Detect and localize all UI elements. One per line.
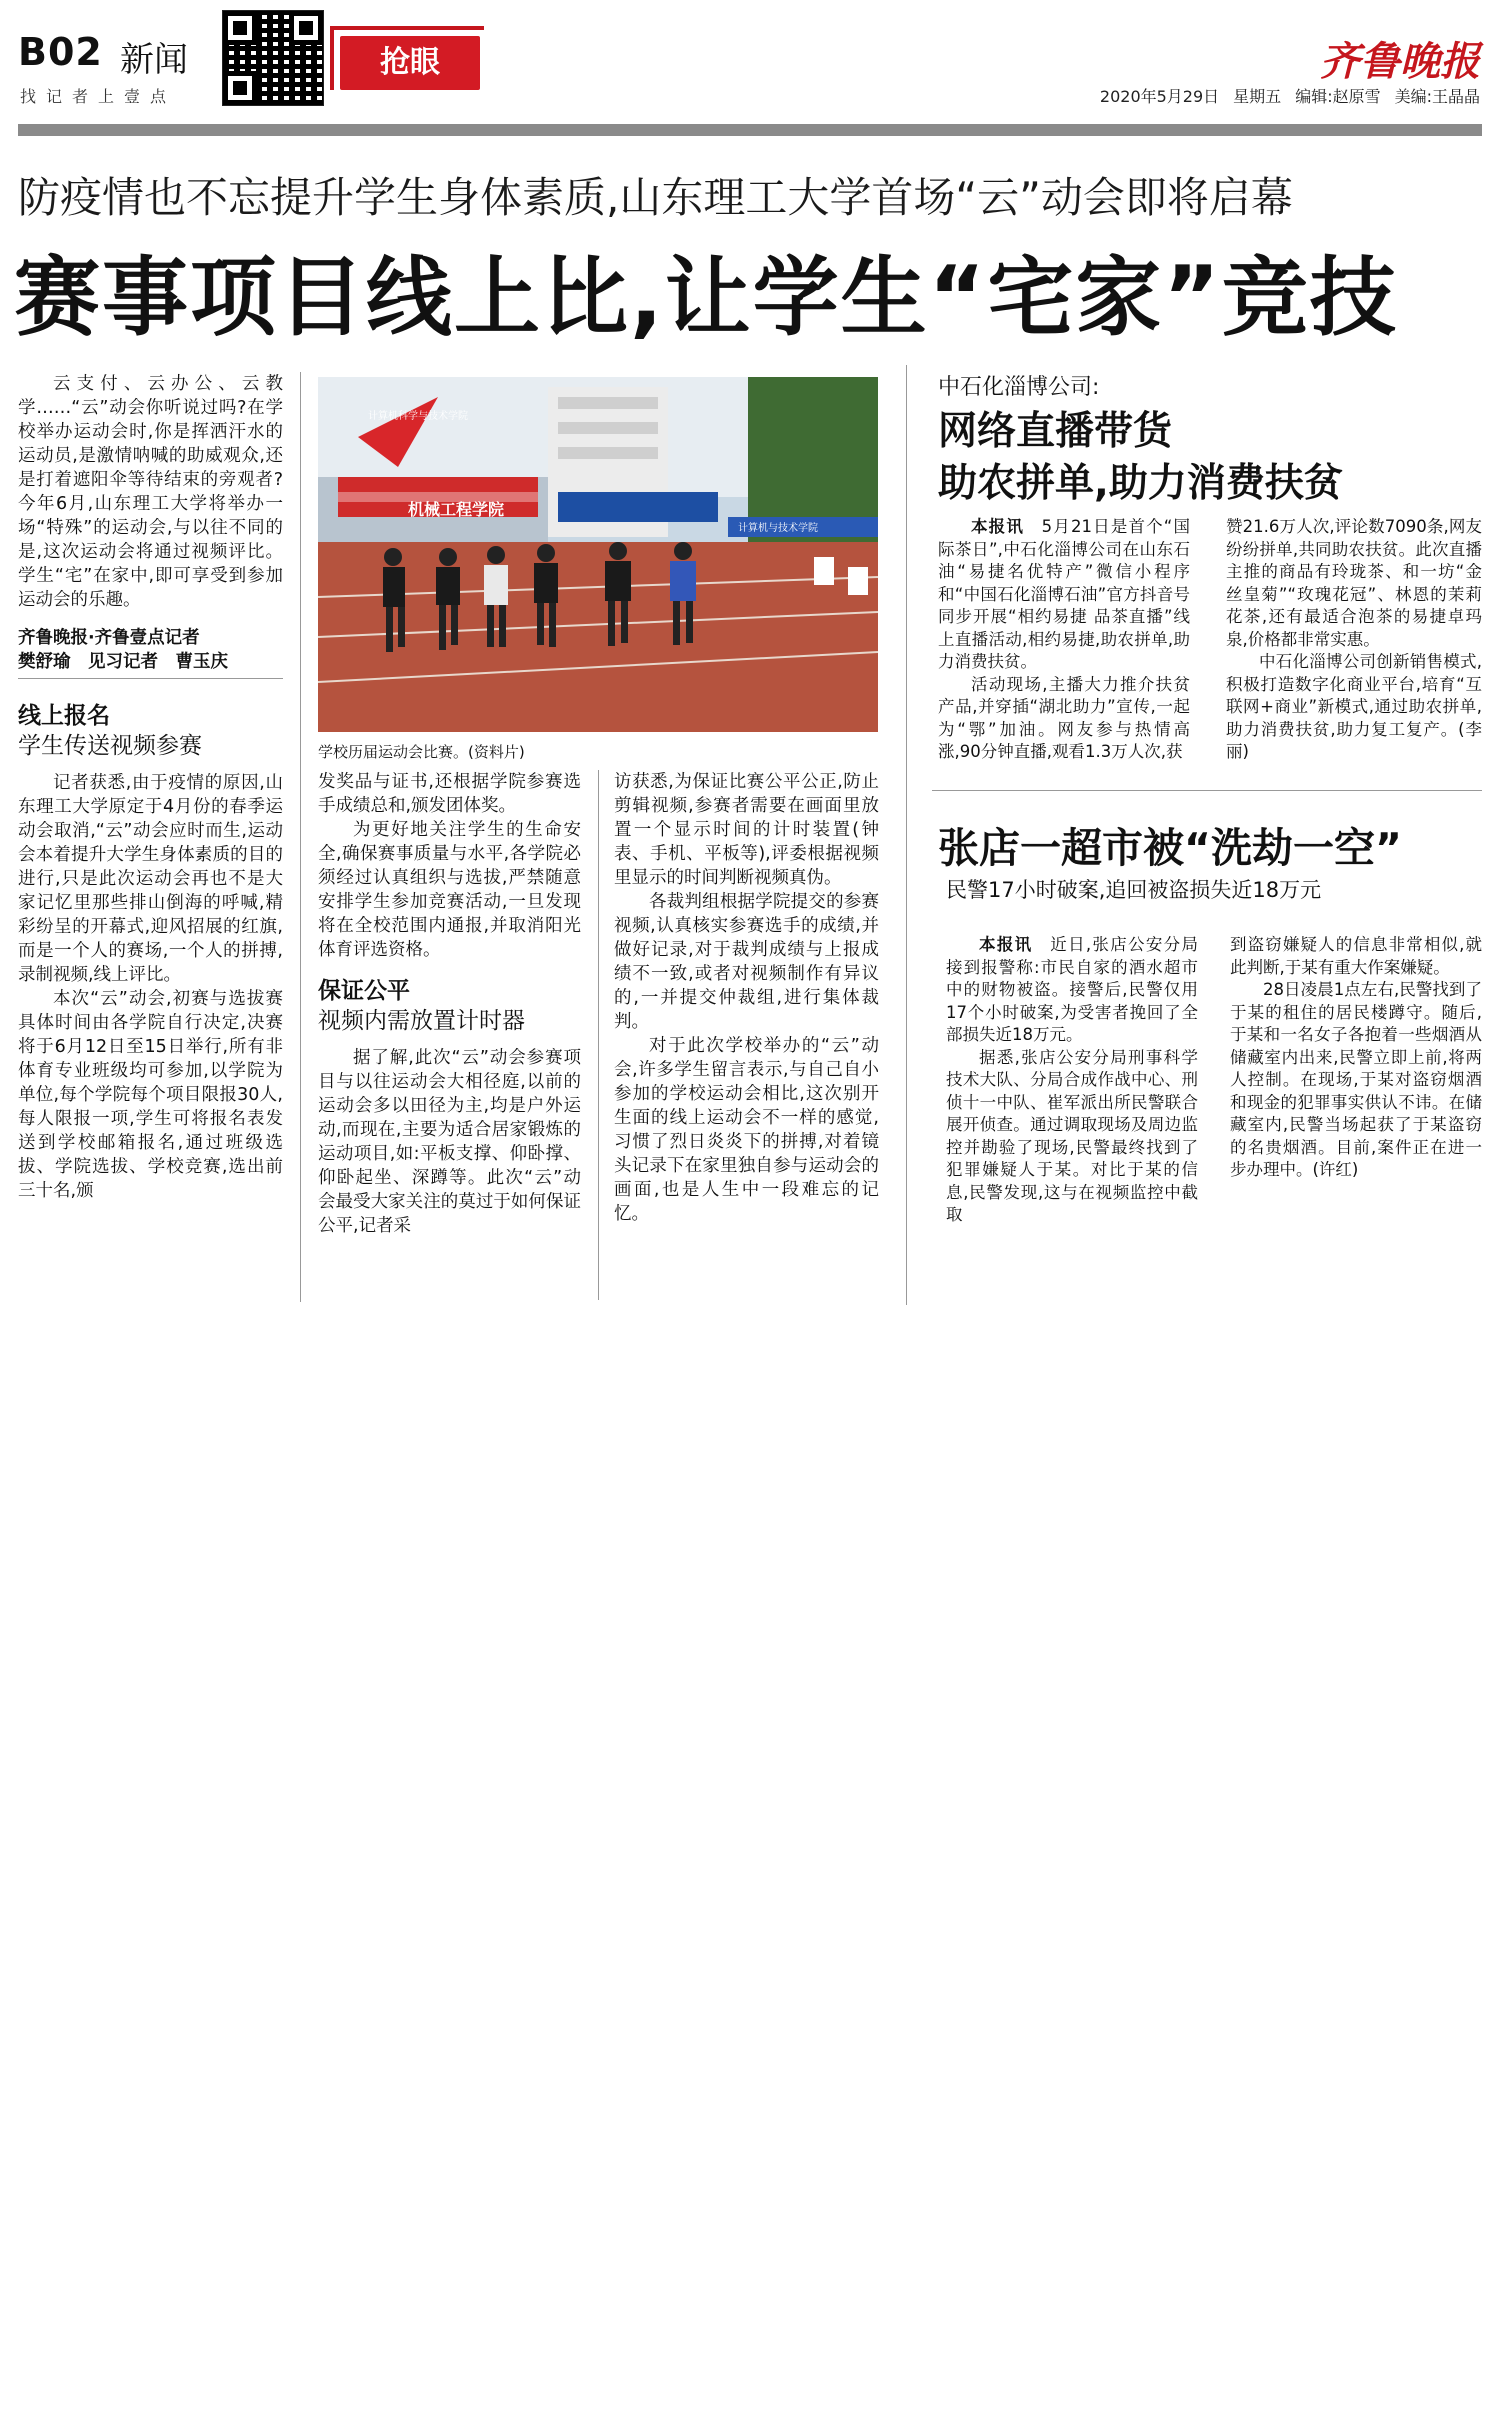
byline-org: 齐鲁晚报·齐鲁壹点记者 — [18, 628, 200, 648]
story3-title[interactable]: 张店一超市被“洗劫一空” — [938, 824, 1402, 872]
designer: 美编:王晶晶 — [1394, 87, 1480, 106]
body-paragraph: 近日,张店公安分局接到报警称:市民自家的酒水超市中的财物被盗。接警后,民警仅用17个小时破案,为受害者挽回了全部损失近18万元。 — [946, 935, 1198, 1044]
weekday: 星期五 — [1233, 87, 1282, 106]
section-subtitle: 学生传送视频参赛 — [18, 733, 202, 759]
story3-column-1 — [946, 934, 1198, 1227]
column-divider — [906, 365, 907, 1305]
section-name: 新闻 — [120, 40, 188, 80]
column-divider — [300, 372, 301, 1302]
story2-column-2 — [1226, 516, 1482, 764]
photo-caption: 学校历届运动会比赛。(资料片) — [318, 743, 525, 761]
qr-finder-icon — [223, 71, 257, 105]
body-paragraph: 据了解,此次“云”动会参赛项目与以往运动会大相径庭,以前的运动会多以田径为主,均是户外运动,而现在,主要为适合居家锻炼的运动项目,如:平板支撑、仰卧撑、仰卧起坐、深蹲等。此次“云”动会最受大家关注的莫过于如何保证公平,记者采 — [318, 1048, 581, 1236]
body-paragraph: 5月21日是首个“国际茶日”,中石化淄博公司在山东石油“易捷名优特产”微信小程序和“中国石化淄博石油”官方抖音号同步开展“相约易捷 品茶直播”线上直播活动,相约易捷,助农拼单,助力消费扶贫。 — [938, 517, 1191, 671]
body-paragraph: 发奖品与证书,还根据学院参赛选手成绩总和,颁发团体奖。 — [318, 772, 581, 816]
newspaper-logo: 齐鲁晚报 — [1320, 38, 1480, 85]
body-paragraph: 赞21.6万人次,评论数7090条,网友纷纷拼单,共同助农扶贫。此次直播主推的商品有玲珑茶、和一坊“金丝皇菊”“玫瑰花冠”、林恩的茉莉花茶,还有最适合泡茶的易捷卓玛泉,价格都非常实惠。 — [1226, 517, 1482, 649]
main-story-column-2 — [318, 770, 581, 1238]
slogan: 找记者上壹点 — [20, 87, 177, 106]
body-paragraph: 活动现场,主播大力推介扶贫产品,并穿插“湖北助力”宣传,一起为“鄂”加油。网友参与热情高涨,90分钟直播,观看1.3万人次,获 — [938, 674, 1190, 761]
page-number: B02 — [18, 30, 103, 74]
story2-title-line2[interactable]: 助农拼单,助力消费扶贫 — [938, 461, 1343, 506]
story-divider — [932, 790, 1482, 791]
main-headline[interactable]: 赛事项目线上比,让学生“宅家”竞技 — [14, 248, 1398, 348]
body-paragraph: 记者获悉,由于疫情的原因,山东理工大学原定于4月份的春季运动会取消,“云”动会应时而生,运动会本着提升大学生身体素质的目的进行,只是此次运动会再也不是大家记忆里那些排山倒海的呼喊,精彩纷呈的开幕式,迎风招展的红旗,而是一个人的赛场,一个人的拼搏,录制视频,线上评比。 — [18, 773, 283, 985]
qr-code[interactable] — [222, 10, 324, 106]
header-rule — [18, 124, 1482, 136]
story2-kicker: 中石化淄博公司: — [938, 375, 1100, 400]
main-subhead[interactable]: 防疫情也不忘提升学生身体素质,山东理工大学首场“云”动会即将启幕 — [18, 173, 1293, 222]
section-title: 保证公平 — [318, 978, 410, 1004]
story2-title[interactable]: 网络直播带货 — [938, 409, 1173, 454]
body-paragraph: 中石化淄博公司创新销售模式,积极打造数字化商业平台,培育“互联网+商业”新模式,通过助农拼单,助力消费扶贫,助力复工复产。(李丽) — [1226, 652, 1482, 761]
qr-finder-icon — [289, 11, 323, 45]
byline-reporters: 樊舒瑜 见习记者 曹玉庆 — [18, 650, 283, 679]
column-tag: 抢眼 — [340, 36, 480, 90]
body-paragraph: 28日凌晨1点左右,民警找到了于某的租住的居民楼蹲守。随后,于某和一名女子各抱着一些烟酒从储藏室内出来,民警立即上前,将两人控制。在现场,于某对盗窃烟酒和现金的犯罪事实供认不讳。在储藏室内,民警当场起获了于某盗窃的名贵烟酒。目前,案件正在进一步办理中。(许红) — [1230, 980, 1482, 1179]
main-story-column-3 — [614, 770, 879, 1226]
intro-paragraph: 云支付、云办公、云教学……“云”动会你听说过吗?在学校举办运动会时,你是挥洒汗水的运动员,是激情呐喊的助威观众,还是打着遮阳伞等待结束的旁观者?今年6月,山东理工大学将举办一场“特殊”的运动会,与以往不同的是,这次运动会将通过视频评比。学生“宅”在家中,即可享受到参加运动会的乐趣。 — [18, 374, 283, 610]
main-story-column-1 — [18, 372, 283, 1203]
section-subtitle: 视频内需放置计时器 — [318, 1008, 525, 1034]
body-paragraph: 各裁判组根据学院提交的参赛视频,认真核实参赛选手的成绩,并做好记录,对于裁判成绩与上报成绩不一致,或者对视频制作有异议的,一并提交仲裁组,进行集体裁判。 — [614, 892, 879, 1032]
story3-column-2 — [1230, 934, 1482, 1182]
photo-banner-text: 计算机与技术学院 — [738, 523, 818, 534]
body-paragraph: 本次“云”动会,初赛与选拔赛具体时间由各学院自行决定,决赛将于6月12日至15日举行,所有非体育专业班级均可参加,以学院为单位,每个学院每个项目限报30人,每人限报一项,学生可将报名表发送到学校邮箱报名,通过班级选拔、学院选拔、学校竞赛,选出前三十名,颁 — [18, 989, 283, 1201]
dateline — [1086, 84, 1480, 107]
body-paragraph: 到盗窃嫌疑人的信息非常相似,就此判断,于某有重大作案嫌疑。 — [1230, 935, 1482, 977]
story2-column-1 — [938, 516, 1190, 764]
section-title: 线上报名 — [18, 703, 110, 729]
photo-banner-text: 计算机科学与技术学院 — [368, 411, 468, 422]
editor: 编辑:赵原雪 — [1295, 87, 1381, 106]
sports-meet-photo — [318, 377, 878, 732]
body-paragraph: 访获悉,为保证比赛公平公正,防止剪辑视频,参赛者需要在画面里放置一个显示时间的计时装置(钟表、手机、平板等),评委根据视频里显示的时间判断视频真伪。 — [614, 772, 879, 888]
issue-date: 2020年5月29日 — [1099, 87, 1220, 106]
photo-banner-text: 机械工程学院 — [408, 500, 505, 519]
story3-subtitle: 民警17小时破案,追回被盗损失近18万元 — [946, 878, 1322, 902]
story3-lead: 本报讯 — [979, 935, 1033, 954]
body-paragraph: 据悉,张店公安分局刑事科学技术大队、分局合成作战中心、刑侦十一中队、崔军派出所民警联合展开侦查。通过调取现场及周边监控并勘验了现场,民警最终找到了犯罪嫌疑人于某。对比于某的信息,民警发现,这与在视频监控中截取 — [946, 1047, 1198, 1224]
story2-lead: 本报讯 — [971, 517, 1024, 536]
qr-finder-icon — [223, 11, 257, 45]
body-paragraph: 对于此次学校举办的“云”动会,许多学生留言表示,与自己自小参加的学校运动会相比,这次别开生面的线上运动会不一样的感觉,习惯了烈日炎炎下的拼搏,对着镜头记录下在家里独自参与运动会的画面,也是人生中一段难忘的记忆。 — [614, 1036, 879, 1224]
body-paragraph: 为更好地关注学生的生命安全,确保赛事质量与水平,各学院必须经过认真组织与选拔,严禁随意安排学生参加竞赛活动,一旦发现将在全校范围内通报,并取消阳光体育评选资格。 — [318, 820, 581, 960]
column-divider — [598, 770, 599, 1300]
